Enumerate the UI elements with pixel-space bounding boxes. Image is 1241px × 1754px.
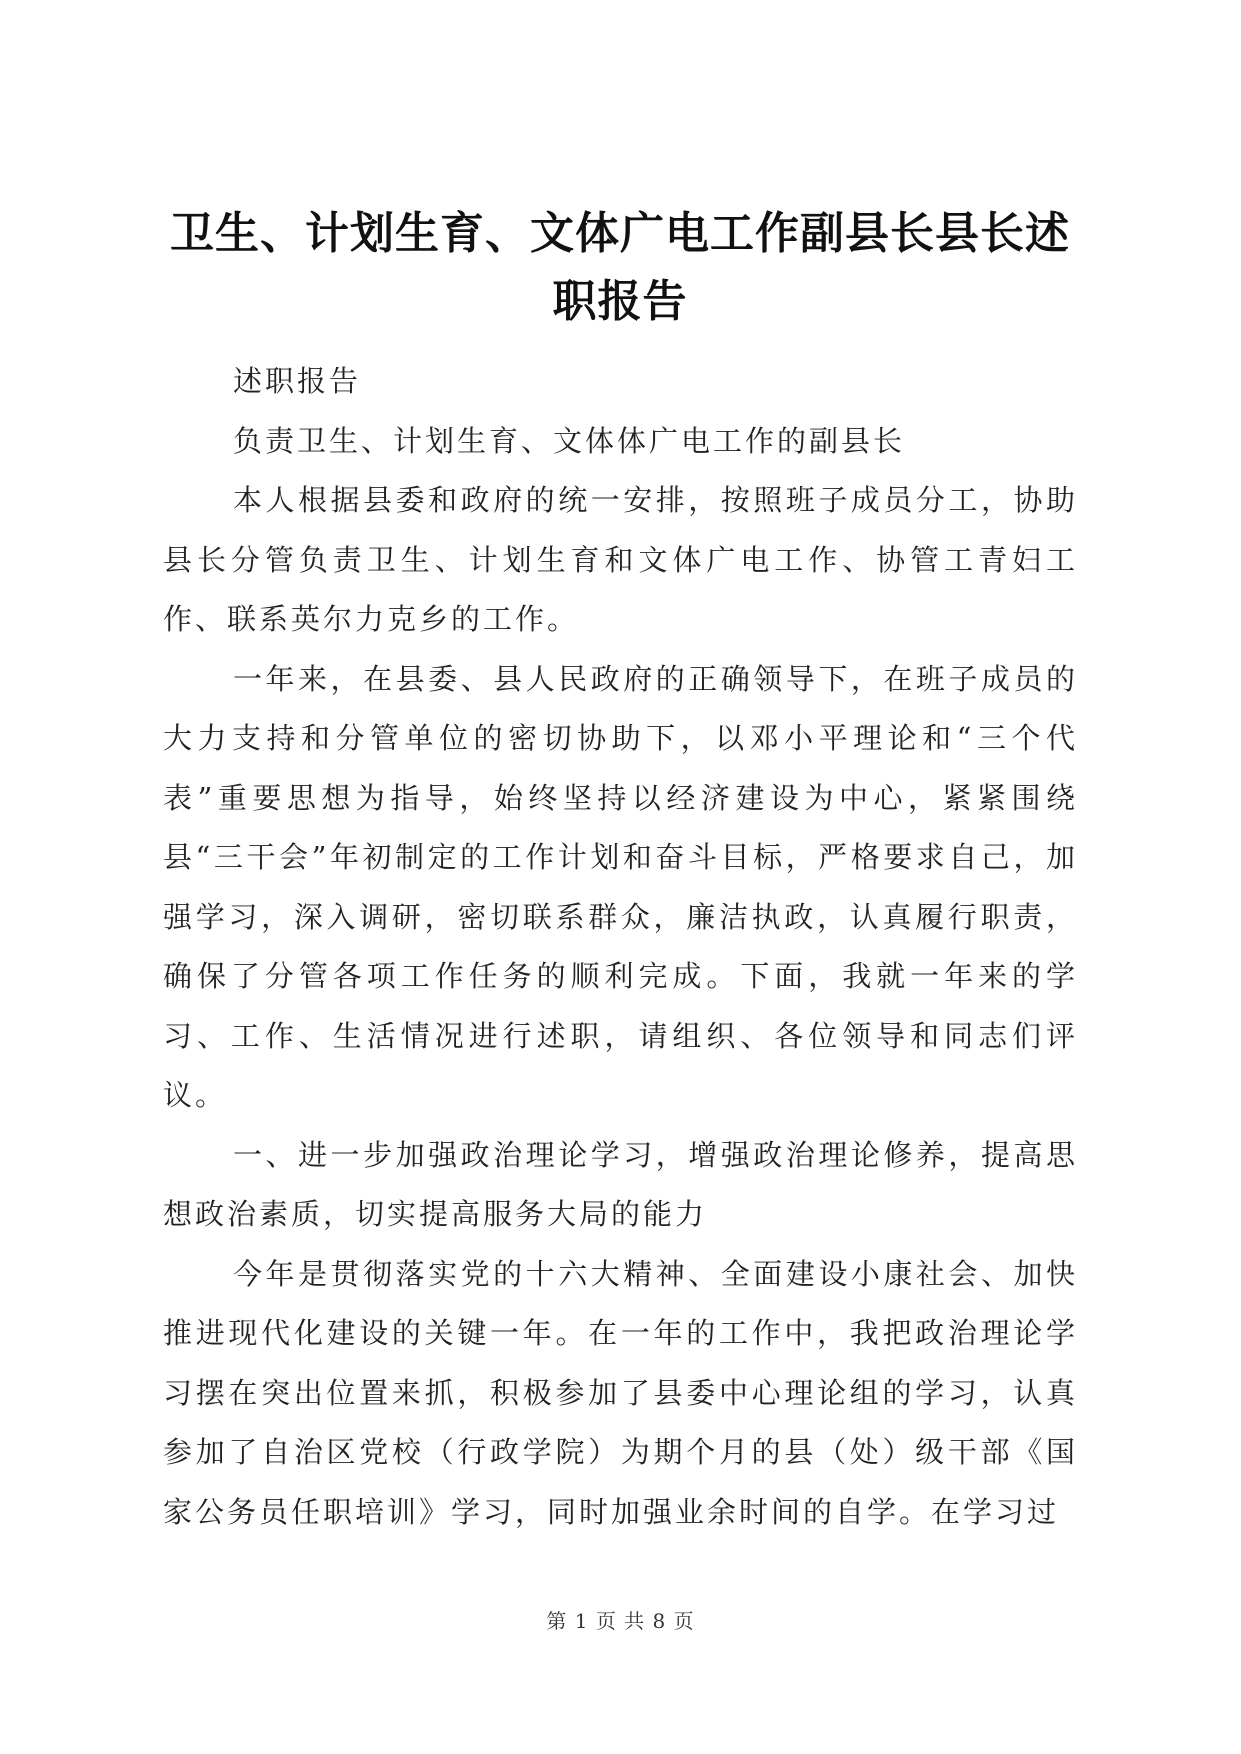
paragraph: 本人根据县委和政府的统一安排，按照班子成员分工，协助县长分管负责卫生、计划生育和文体广电工作、协管工青妇工作、联系英尔力克乡的工作。 — [163, 483, 1078, 636]
document-title: 卫生、计划生育、文体广电工作副县长县长述职报告 — [170, 208, 1070, 327]
document-body — [163, 352, 1078, 1542]
paragraph: 今年是贯彻落实党的十六大精神、全面建设小康社会、加快推进现代化建设的关键一年。在一年的工作中，我把政治理论学习摆在突出位置来抓，积极参加了县委中心理论组的学习，认真参加了自治区党校（行政学院）为期个月的县（处）级干部《国家公务员任职培训》学习，同时加强业余时间的自学。在学习过 — [163, 1256, 1078, 1529]
paragraph: 一年来，在县委、县人民政府的正确领导下，在班子成员的大力支持和分管单位的密切协助下，以邓小平理论和“三个代表”重要思想为指导，始终坚持以经济建设为中心，紧紧围绕县“三干会”年初制定的工作计划和奋斗目标，严格要求自己，加强学习，深入调研，密切联系群众，廉洁执政，认真履行职责，确保了分管各项工作任务的顺利完成。下面，我就一年来的学习、工作、生活情况进行述职，请组织、各位领导和同志们评议。 — [163, 661, 1078, 1112]
paragraph: 述职报告 — [233, 364, 362, 398]
paragraph: 负责卫生、计划生育、文体体广电工作的副县长 — [233, 423, 906, 458]
page-number-footer: 第 1 页 共 8 页 — [546, 1609, 695, 1633]
paragraph: 一、进一步加强政治理论学习，增强政治理论修养，提高思想政治素质，切实提高服务大局的能力 — [163, 1137, 1078, 1231]
